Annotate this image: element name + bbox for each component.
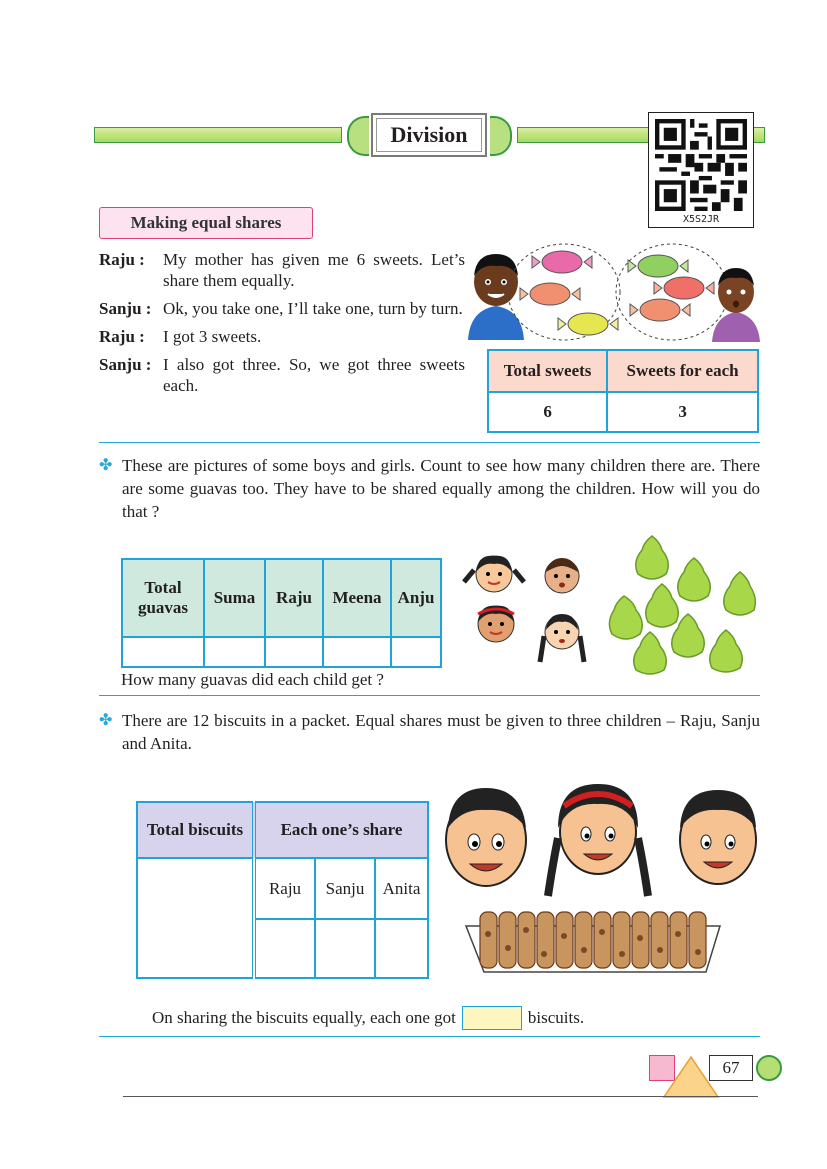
dialogue-text: I also got three. So, we got three sweets each. [163, 355, 465, 395]
qr-code-label: X5S2JR [682, 214, 720, 225]
table-header-cell: Each one’s share [254, 802, 428, 858]
guavas-illustration [608, 532, 758, 677]
sweet-icon [628, 255, 688, 277]
footer-line [123, 1096, 758, 1097]
sweet-icon [532, 251, 592, 273]
boy-face-icon [545, 558, 579, 593]
sweet-icon [520, 283, 580, 305]
divider [99, 1036, 760, 1037]
guava-icon [634, 632, 667, 674]
answer-cell[interactable] [137, 858, 254, 978]
table-cell: Anita [375, 858, 428, 919]
boy-face-icon [680, 790, 756, 884]
guava-icon [710, 630, 743, 672]
qr-code[interactable] [648, 112, 754, 228]
boy-icon [712, 268, 760, 342]
dialogue-line [99, 326, 465, 347]
biscuit-table [136, 801, 429, 979]
header-bracket-right [490, 116, 512, 156]
table-header-cell: Suma [204, 559, 265, 637]
guava-activity-text: ✤ These are pictures of some boys and girls. Count to see how many children there are. There are some guavas too. They have to be shared equally among the children. How will you do that ? [99, 456, 760, 521]
divider [99, 695, 760, 696]
green-circle-icon [756, 1055, 782, 1081]
dialogue-line [99, 354, 465, 396]
boy-icon [468, 254, 524, 340]
children-faces-illustration [458, 552, 596, 678]
biscuit-activity-text: ✤ There are 12 biscuits in a packet. Equal shares must be given to three children – Raju, Sanju and Anita. [99, 711, 760, 753]
guava-icon [724, 572, 756, 615]
answer-cell[interactable] [254, 919, 315, 978]
chapter-title: Division [371, 113, 487, 157]
bullet-icon: ✤ [99, 712, 113, 729]
table-header-cell: Total sweets [488, 350, 607, 392]
biscuit-packet-icon [466, 912, 720, 972]
dialogue-speaker: Sanju : [99, 299, 152, 318]
biscuit-children-illustration [440, 778, 762, 978]
qr-code-icon [655, 119, 747, 211]
dialogue-line [99, 298, 465, 319]
dialogue-speaker: Raju : [99, 327, 145, 346]
dialogue-line [99, 249, 465, 291]
table-cell: 3 [607, 392, 758, 432]
guava-icon [646, 584, 679, 627]
boy-face-icon [446, 788, 526, 886]
guava-icon [636, 536, 669, 579]
answer-cell[interactable] [323, 637, 391, 667]
guava-icon [678, 558, 711, 601]
answer-cell[interactable] [391, 637, 441, 667]
bullet-icon: ✤ [99, 457, 113, 474]
section-title: Making equal shares [99, 207, 313, 239]
answer-cell[interactable] [204, 637, 265, 667]
girl-face-icon [548, 784, 648, 896]
table-header-cell: Sweets for each [607, 350, 758, 392]
guava-icon [609, 596, 642, 639]
sweet-icon [654, 277, 714, 299]
header-bracket-left [347, 116, 369, 156]
guava-table [121, 558, 442, 668]
dialogue-text: My mother has given me 6 sweets. Let’s share them equally. [163, 250, 465, 290]
answer-cell[interactable] [315, 919, 375, 978]
table-header-cell: Meena [323, 559, 391, 637]
divider [99, 442, 760, 443]
answer-box[interactable] [462, 1006, 522, 1030]
dialogue-speaker: Sanju : [99, 355, 152, 374]
guava-question: How many guavas did each child get ? [121, 670, 384, 689]
page-number: 67 [709, 1055, 753, 1081]
sweets-table [487, 349, 759, 433]
table-cell: Raju [254, 858, 315, 919]
dialogue-speaker: Raju : [99, 250, 145, 269]
biscuit-summary: On sharing the biscuits equally, each one got biscuits. [152, 1006, 584, 1030]
header-bar-left [94, 127, 342, 143]
dialogue-text: Ok, you take one, I’ll take one, turn by turn. [163, 299, 463, 318]
girl-face-icon [540, 614, 584, 662]
answer-cell[interactable] [265, 637, 323, 667]
sweet-icon [558, 313, 618, 335]
answer-cell[interactable] [122, 637, 204, 667]
sweets-illustration [466, 240, 762, 344]
table-header-cell: Anju [391, 559, 441, 637]
table-header-cell: Raju [265, 559, 323, 637]
table-header-cell: Total biscuits [137, 802, 254, 858]
table-cell: Sanju [315, 858, 375, 919]
table-row [122, 637, 441, 667]
table-cell: 6 [488, 392, 607, 432]
sweet-icon [630, 299, 690, 321]
table-header-row [488, 350, 758, 392]
girl-face-icon [478, 606, 514, 642]
answer-cell[interactable] [375, 919, 428, 978]
table-header-row [122, 559, 441, 637]
table-row [137, 858, 428, 919]
table-row [488, 392, 758, 432]
table-header-cell: Total guavas [122, 559, 204, 637]
dialogue [99, 249, 465, 403]
dialogue-text: I got 3 sweets. [163, 327, 262, 346]
girl-face-icon [464, 556, 524, 592]
table-header-row [137, 802, 428, 858]
